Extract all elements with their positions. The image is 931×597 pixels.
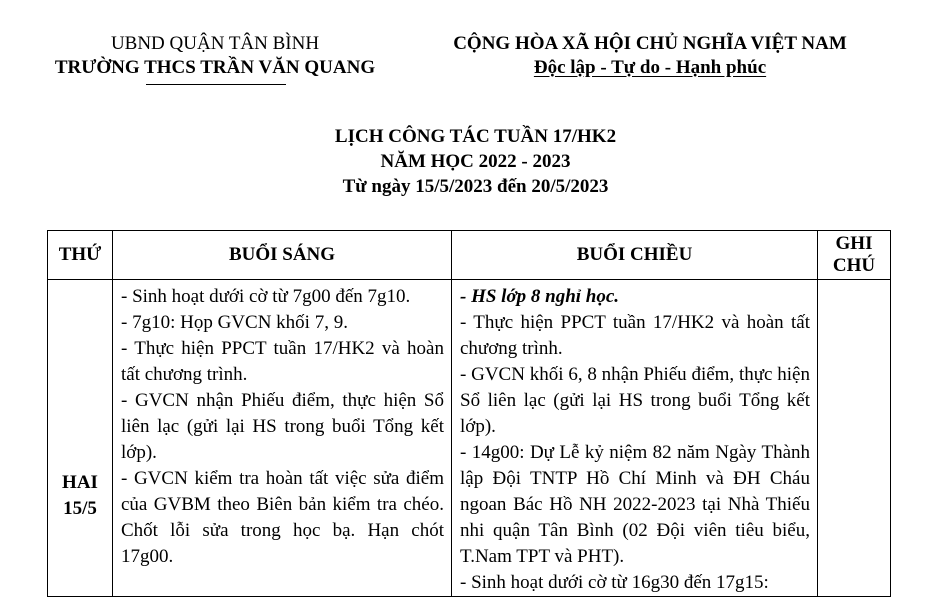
org-name: TRƯỜNG THCS TRẦN VĂN QUANG bbox=[54, 57, 376, 78]
afternoon-item: - Sinh hoạt dưới cờ từ 16g30 đến 17g15: bbox=[460, 572, 769, 593]
national-header bbox=[420, 32, 880, 80]
org-parent: UBND QUẬN TÂN BÌNH bbox=[110, 33, 320, 54]
morning-item: - 7g10: Họp GVCN khối 7, 9. bbox=[121, 312, 348, 333]
afternoon-highlight: - HS lớp 8 nghỉ học. bbox=[460, 286, 620, 307]
morning-item: - GVCN nhận Phiếu điểm, thực hiện Sổ liên lạc (gửi lại HS trong buổi Tổng kết lớp). bbox=[121, 390, 444, 463]
national-motto: Độc lập - Tự do - Hạnh phúc bbox=[533, 57, 767, 78]
afternoon-item: - Thực hiện PPCT tuần 17/HK2 và hoàn tất chương trình. bbox=[460, 312, 810, 359]
document-title bbox=[0, 124, 931, 199]
header-afternoon: BUỔI CHIỀU bbox=[452, 231, 818, 280]
morning-item: - GVCN kiểm tra hoàn tất việc sửa điểm của GVBM theo Biên bản kiểm tra chéo. Chốt lỗi sửa trong học bạ. Hạn chót 17g00. bbox=[121, 468, 444, 567]
header-note-line-2: CHÚ bbox=[832, 255, 876, 276]
morning-item: - Thực hiện PPCT tuần 17/HK2 và hoàn tất chương trình. bbox=[121, 338, 444, 385]
org-header bbox=[40, 32, 390, 80]
note-cell bbox=[818, 280, 891, 597]
title-line-1: LỊCH CÔNG TÁC TUẦN 17/HK2 bbox=[334, 126, 617, 147]
table-header-row bbox=[48, 231, 891, 280]
table-row bbox=[48, 280, 891, 597]
country-name: CỘNG HÒA XÃ HỘI CHỦ NGHĨA VIỆT NAM bbox=[453, 33, 847, 54]
org-underline bbox=[146, 84, 286, 85]
header-note bbox=[818, 231, 891, 280]
afternoon-cell bbox=[452, 280, 818, 597]
header-note-line-1: GHI bbox=[835, 233, 873, 254]
day-date: 15/5 bbox=[63, 498, 97, 519]
afternoon-item: - 14g00: Dự Lễ kỷ niệm 82 năm Ngày Thành lập Đội TNTP Hồ Chí Minh và ĐH Cháu ngoan Bác Hồ NH 2022-2023 tại Nhà Thiếu nhi quận Tân Bình (02 Đội viên tiêu biểu, T.Nam TPT và PHT). bbox=[460, 442, 810, 567]
weekly-schedule-table bbox=[47, 230, 891, 597]
header-morning: BUỔI SÁNG bbox=[113, 231, 452, 280]
title-line-2: NĂM HỌC 2022 - 2023 bbox=[380, 151, 571, 172]
day-cell bbox=[48, 280, 113, 597]
header-day: THỨ bbox=[48, 231, 113, 280]
title-date-range: Từ ngày 15/5/2023 đến 20/5/2023 bbox=[342, 176, 609, 197]
afternoon-item: - GVCN khối 6, 8 nhận Phiếu điểm, thực hiện Sổ liên lạc (gửi lại HS trong buổi Tổng kết lớp). bbox=[460, 364, 810, 437]
morning-item: - Sinh hoạt dưới cờ từ 7g00 đến 7g10. bbox=[121, 286, 411, 307]
day-name: HAI bbox=[62, 472, 98, 493]
morning-cell bbox=[113, 280, 452, 597]
